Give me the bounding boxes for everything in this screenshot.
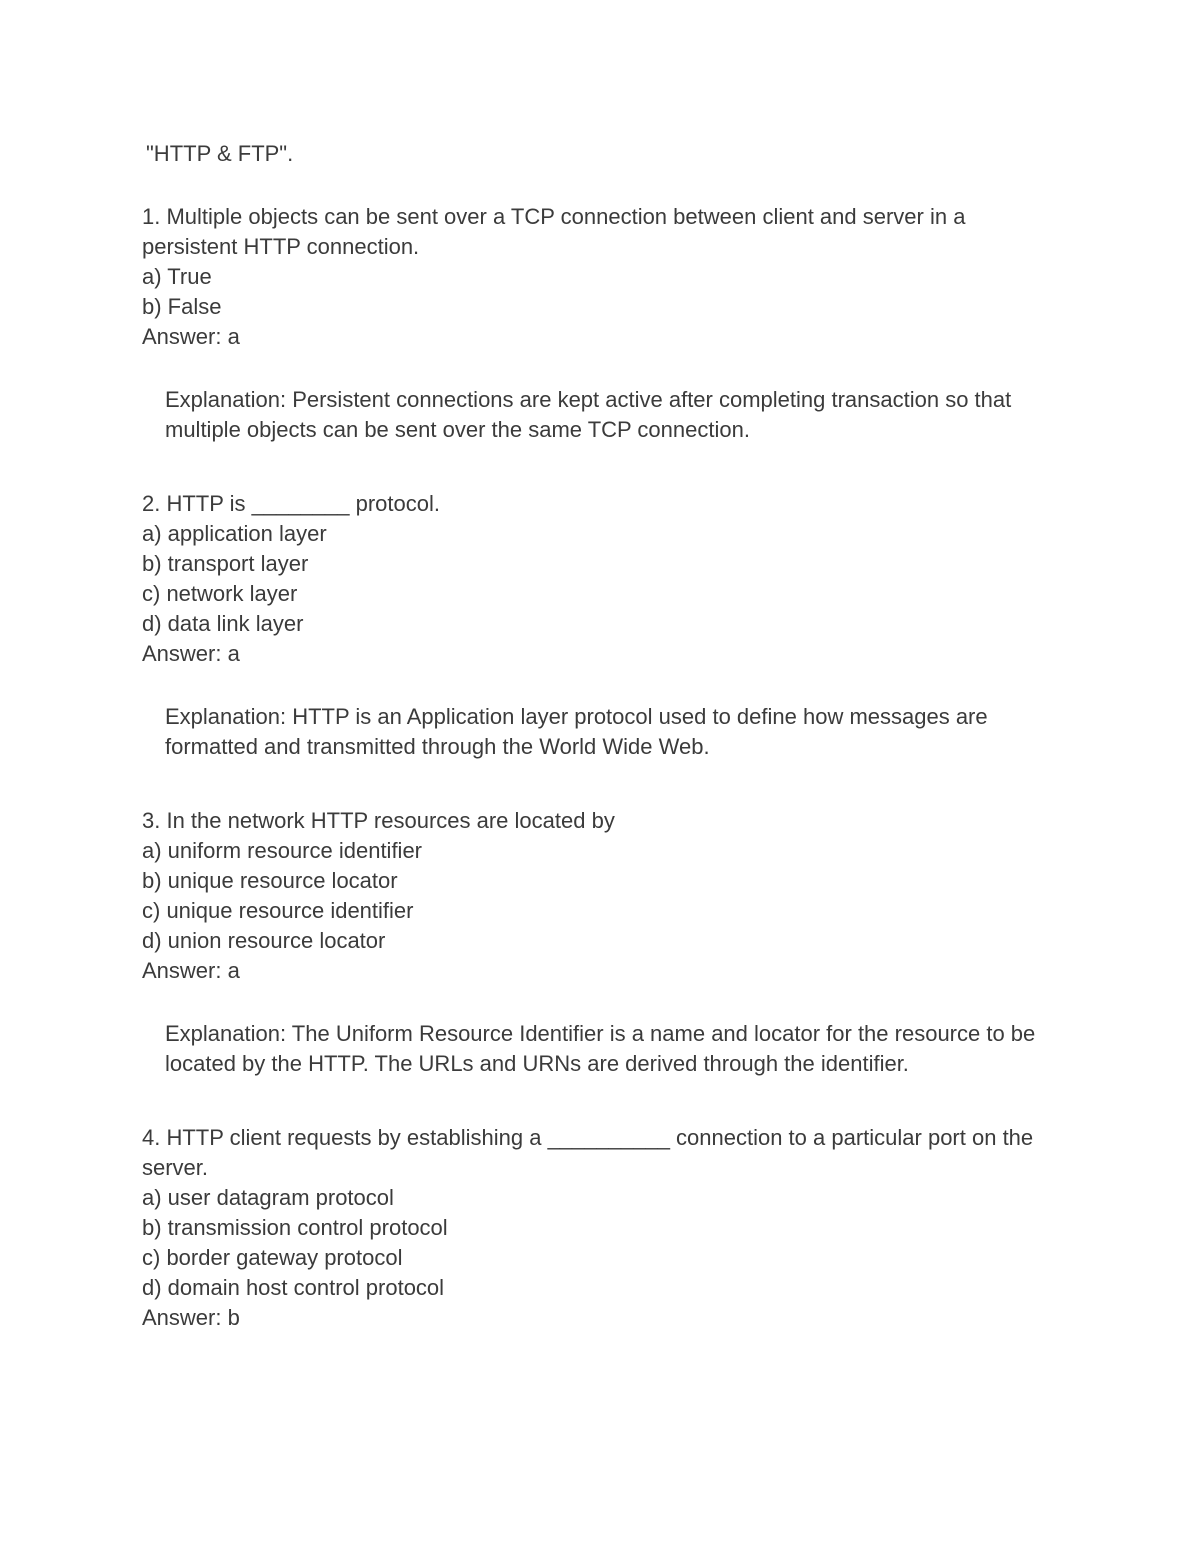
explanation — [165, 385, 1070, 445]
question-4 — [142, 1123, 1072, 1333]
option-d: d) data link layer — [142, 611, 304, 636]
question-stem-continued: server. — [142, 1155, 209, 1180]
question-stem: 4. HTTP client requests by establishing a __________ connection to a particular port on the — [142, 1125, 1034, 1150]
explanation-line: multiple objects can be sent over the same TCP connection. — [165, 417, 750, 442]
explanation-line: formatted and transmitted through the World Wide Web. — [165, 734, 710, 759]
document-title: "HTTP & FTP". — [146, 141, 294, 166]
option-c: c) border gateway protocol — [142, 1245, 403, 1270]
question-2 — [142, 489, 1072, 762]
explanation — [165, 702, 1070, 762]
option-a: a) user datagram protocol — [142, 1185, 394, 1210]
option-b: b) unique resource locator — [142, 868, 398, 893]
question-stem: 1. Multiple objects can be sent over a TCP connection between client and server in a — [142, 204, 966, 229]
question-stem: 2. HTTP is ________ protocol. — [142, 491, 440, 516]
option-d: d) domain host control protocol — [142, 1275, 445, 1300]
answer: Answer: b — [142, 1305, 240, 1330]
option-d: d) union resource locator — [142, 928, 386, 953]
question-stem: 3. In the network HTTP resources are located by — [142, 808, 615, 833]
option-b: b) False — [142, 294, 222, 319]
question-stem-continued: persistent HTTP connection. — [142, 234, 420, 259]
option-a: a) uniform resource identifier — [142, 838, 423, 863]
option-b: b) transmission control protocol — [142, 1215, 448, 1240]
document-content — [142, 139, 1072, 1377]
option-c: c) unique resource identifier — [142, 898, 414, 923]
explanation-line: Explanation: HTTP is an Application layer protocol used to define how messages are — [165, 704, 988, 729]
explanation-line: Explanation: The Uniform Resource Identifier is a name and locator for the resource to be — [165, 1021, 1036, 1046]
explanation-line: Explanation: Persistent connections are kept active after completing transaction so that — [165, 387, 1012, 412]
question-3 — [142, 806, 1072, 1079]
option-c: c) network layer — [142, 581, 298, 606]
answer: Answer: a — [142, 958, 240, 983]
option-a: a) True — [142, 264, 212, 289]
explanation-line: located by the HTTP. The URLs and URNs are derived through the identifier. — [165, 1051, 909, 1076]
answer: Answer: a — [142, 324, 240, 349]
explanation — [165, 1019, 1070, 1079]
question-1 — [142, 202, 1072, 445]
option-a: a) application layer — [142, 521, 327, 546]
option-b: b) transport layer — [142, 551, 309, 576]
answer: Answer: a — [142, 641, 240, 666]
